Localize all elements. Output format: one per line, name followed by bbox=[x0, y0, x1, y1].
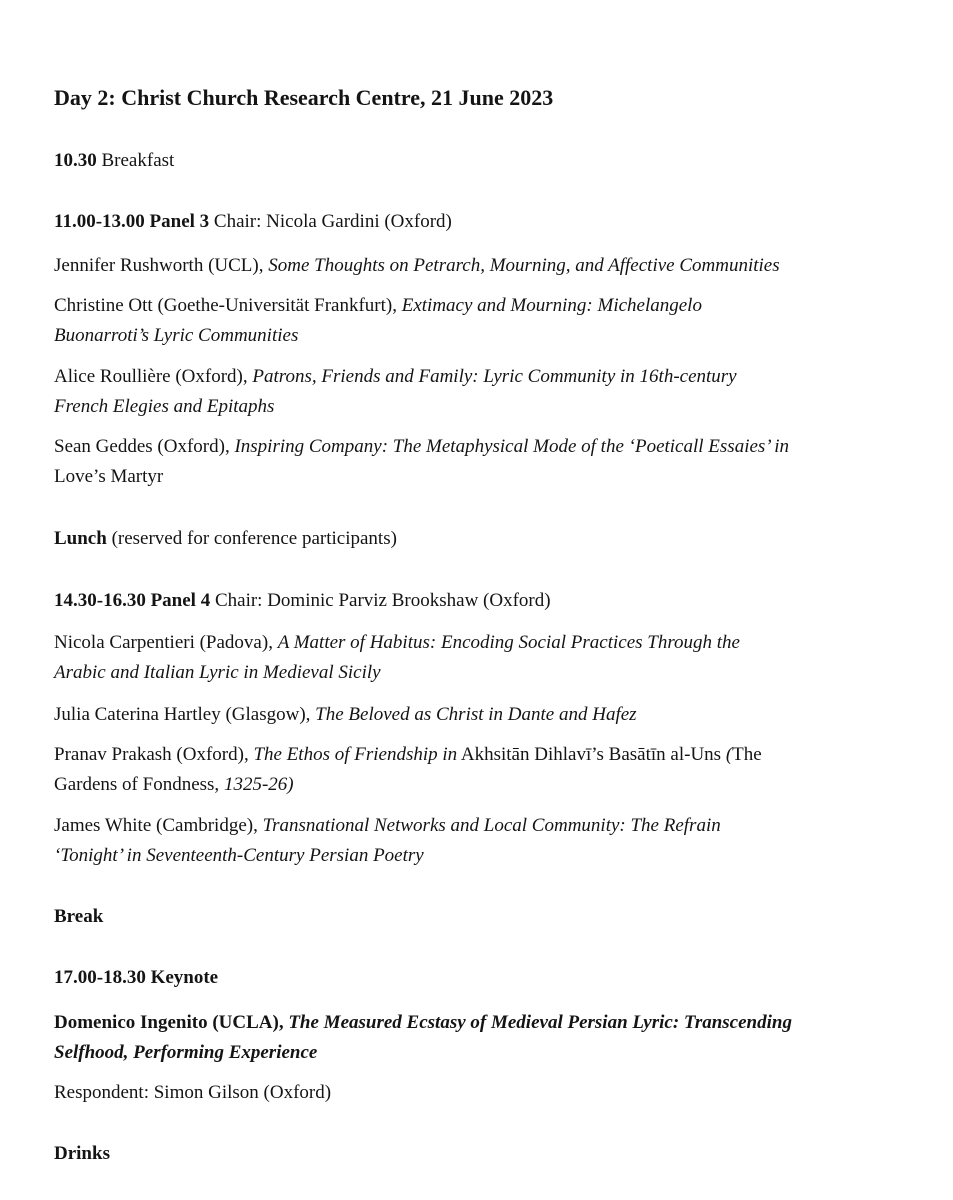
paper-white bbox=[54, 814, 721, 838]
paper-speaker: Pranav Prakash (Oxford), bbox=[54, 744, 254, 765]
paper-title: The Ethos of Friendship in bbox=[253, 744, 458, 765]
paper-title-continued bbox=[54, 773, 294, 797]
panel4-chair: Chair: Dominic Parviz Brookshaw (Oxford) bbox=[214, 590, 551, 611]
panel3-heading bbox=[54, 210, 452, 234]
paper-title-continued: Arabic and Italian Lyric in Medieval Sicily bbox=[54, 662, 381, 683]
keynote-title: The Measured Ecstasy of Medieval Persian Lyric: Transcending bbox=[288, 1012, 792, 1033]
paper-rushworth bbox=[54, 254, 780, 278]
paper-geddes bbox=[54, 435, 789, 459]
paper-title: A Matter of Habitus: Encoding Social Practices Through the bbox=[277, 632, 740, 653]
paper-title-work-translation: The bbox=[732, 744, 762, 765]
paper-hartley bbox=[54, 703, 637, 727]
lunch-label: Lunch bbox=[54, 528, 107, 549]
panel4-time: 14.30-16.30 Panel 4 bbox=[54, 590, 211, 611]
paper-speaker: Julia Caterina Hartley (Glasgow), bbox=[54, 704, 316, 725]
paper-title-work-translation: Gardens of Fondness, bbox=[54, 774, 224, 795]
lunch-note: (reserved for conference participants) bbox=[106, 528, 397, 549]
lunch-entry bbox=[54, 527, 397, 551]
paper-speaker: Sean Geddes (Oxford), bbox=[54, 436, 235, 457]
paper-title: Extimacy and Mourning: Michelangelo bbox=[401, 295, 702, 316]
drinks-label: Drinks bbox=[54, 1143, 110, 1164]
keynote-title-continued: Selfhood, Performing Experience bbox=[54, 1042, 318, 1063]
break-label: Break bbox=[54, 906, 104, 927]
paper-speaker: James White (Cambridge), bbox=[54, 815, 263, 836]
panel3-chair: Chair: Nicola Gardini (Oxford) bbox=[213, 211, 452, 232]
paper-speaker: Nicola Carpentieri (Padova), bbox=[54, 632, 278, 653]
keynote-paper bbox=[54, 1011, 792, 1035]
paper-ott bbox=[54, 294, 702, 318]
paper-title-continued: French Elegies and Epitaphs bbox=[54, 396, 275, 417]
paper-title-dates: 1325-26) bbox=[223, 774, 294, 795]
paper-title-continued: Buonarroti’s Lyric Communities bbox=[54, 325, 299, 346]
paper-speaker: Christine Ott (Goethe-Universität Frankfurt), bbox=[54, 295, 402, 316]
paper-speaker: Alice Roullière (Oxford), bbox=[54, 366, 253, 387]
paper-title: Transnational Networks and Local Community: The Refrain bbox=[262, 815, 721, 836]
panel4-heading bbox=[54, 589, 551, 613]
paper-title-continued: ‘Tonight’ in Seventeenth-Century Persian Poetry bbox=[54, 845, 424, 866]
keynote-speaker: Domenico Ingenito (UCLA), bbox=[54, 1012, 289, 1033]
breakfast-entry bbox=[54, 149, 174, 173]
paper-carpentieri bbox=[54, 631, 740, 655]
paper-roulliere bbox=[54, 365, 737, 389]
breakfast-label: Breakfast bbox=[101, 150, 175, 171]
paper-title: The Beloved as Christ in Dante and Hafez bbox=[315, 704, 637, 725]
panel3-time: 11.00-13.00 Panel 3 bbox=[54, 211, 210, 232]
paper-title: Patrons, Friends and Family: Lyric Community in 16th-century bbox=[252, 366, 737, 387]
paper-title: Inspiring Company: The Metaphysical Mode of the ‘Poeticall Essaies’ in bbox=[234, 436, 790, 457]
paper-title: Some Thoughts on Petrarch, Mourning, and Affective Communities bbox=[268, 255, 780, 276]
paper-prakash bbox=[54, 743, 762, 767]
paper-title-paren: ( bbox=[725, 744, 733, 765]
breakfast-time: 10.30 bbox=[54, 150, 97, 171]
page-title: Day 2: Christ Church Research Centre, 21 June 2023 bbox=[54, 85, 554, 110]
paper-title-continued: Love’s Martyr bbox=[54, 466, 164, 487]
keynote-time: 17.00-18.30 Keynote bbox=[54, 967, 219, 988]
paper-speaker: Jennifer Rushworth (UCL), bbox=[54, 255, 269, 276]
keynote-respondent: Respondent: Simon Gilson (Oxford) bbox=[54, 1082, 332, 1103]
paper-title-work: Akhsitān Dihlavī’s Basātīn al-Uns bbox=[457, 744, 726, 765]
